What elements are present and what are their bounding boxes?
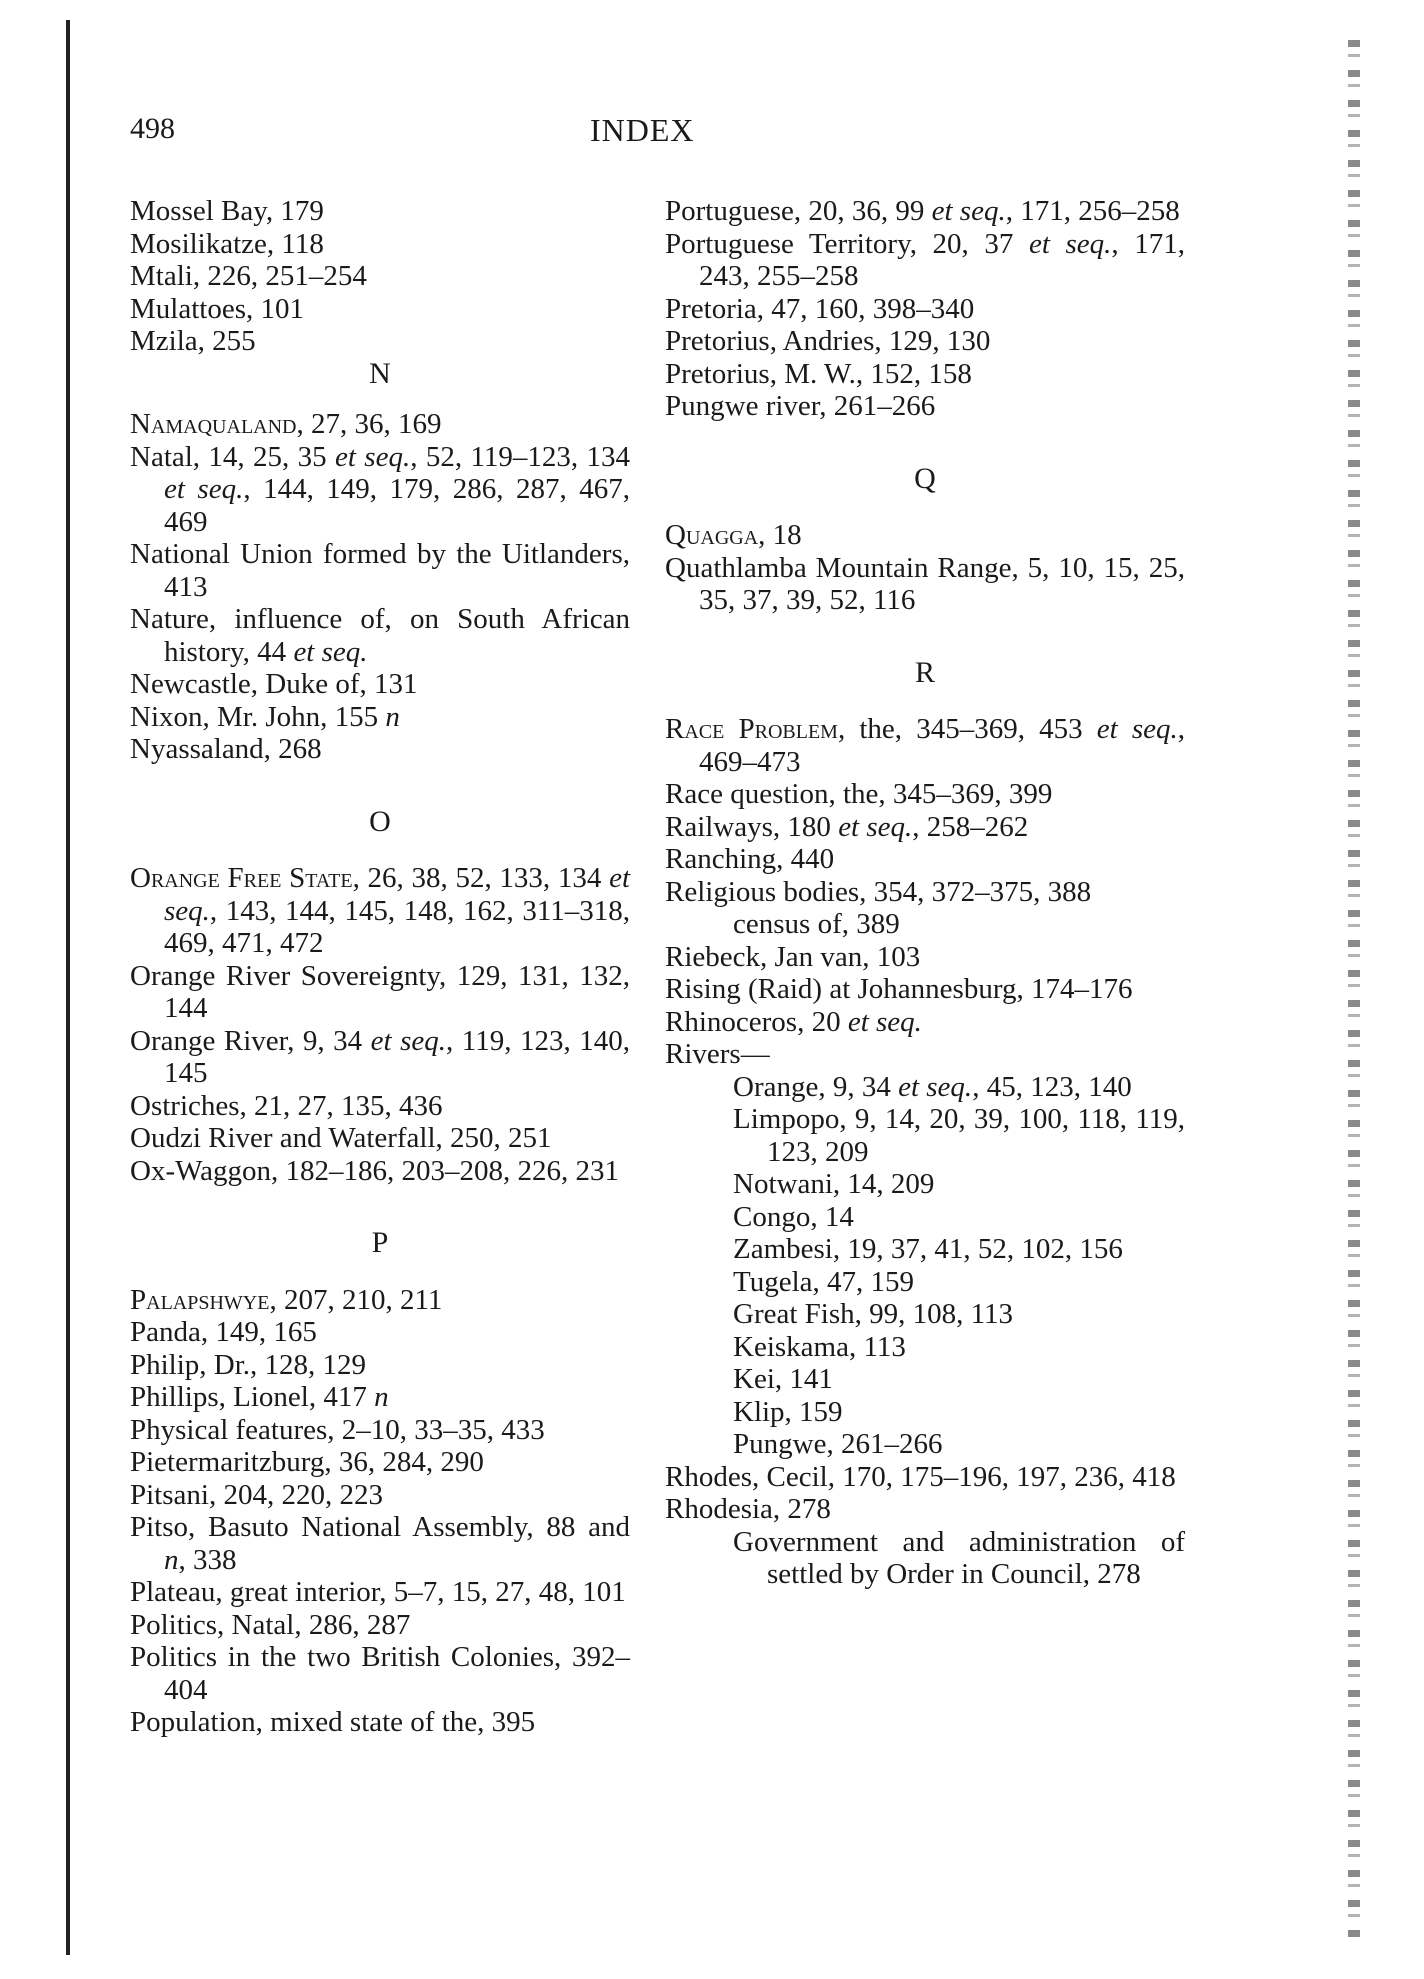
index-entry-religious-bodies: Religious bodies, 354, 372–375, 388 [665,875,1092,908]
index-entry-portuguese-territory: Portuguese Territory, 20, 37 et seq., 171, 243, 255–258 [665,227,1185,292]
index-subentry-tugela: Tugela, 47, 159 [733,1265,914,1298]
index-subentry-klip: Klip, 159 [733,1395,843,1428]
index-entry-politics-colonies: Politics in the two British Colonies, 392–404 [130,1641,630,1706]
index-entry-national-union: National Union formed by the Uitlanders, 413 [130,538,630,603]
index-entry-ranching: Ranching, 440 [665,843,835,875]
section-letter-q: Q [914,461,936,495]
index-subentry-kei: Kei, 141 [733,1363,833,1395]
index-subentry-government: Government and administration of settled by Order in Council, 278 [733,1525,1185,1590]
index-entry-mulattoes: Mulattoes, 101 [130,292,304,325]
page-number: 498 [130,112,175,145]
index-entry-nixon: Nixon, Mr. John, 155 n [130,700,400,733]
index-entry-mzila: Mzila, 255 [130,325,256,357]
index-entry-namaqualand: Namaqualand, 27, 36, 169 [130,408,442,440]
index-entry-pretoria: Pretoria, 47, 160, 398–340 [665,292,975,325]
page-header [130,112,1180,160]
index-entry-quagga: Quagga, 18 [665,519,802,551]
scan-edge-right [1348,40,1360,1940]
index-entry-pitso: Pitso, Basuto National Assembly, 88 and n, 338 [130,1511,630,1576]
index-entry-panda: Panda, 149, 165 [130,1316,317,1348]
index-entry-philip: Philip, Dr., 128, 129 [130,1348,367,1381]
index-entry-pietermaritzburg: Pietermaritzburg, 36, 284, 290 [130,1446,484,1478]
index-entry-pitsani: Pitsani, 204, 220, 223 [130,1478,383,1511]
section-letter-p: P [371,1226,389,1259]
index-subentry-keiskama: Keiskama, 113 [733,1330,906,1363]
index-entry-riebeck: Riebeck, Jan van, 103 [665,940,921,973]
index-column-left [130,195,630,1739]
index-entry-population: Population, mixed state of the, 395 [130,1706,536,1738]
index-entry-mtali: Mtali, 226, 251–254 [130,260,367,292]
index-entry-race-question: Race question, the, 345–369, 399 [665,778,1053,810]
section-letter-r: R [914,655,935,689]
index-subentry-limpopo: Limpopo, 9, 14, 20, 39, 100, 118, 119, 123, 209 [733,1103,1185,1168]
index-entry-oudzi: Oudzi River and Waterfall, 250, 251 [130,1122,552,1154]
index-entry-nature: Nature, influence of, on South African history, 44 et seq. [130,603,630,668]
index-entry-ox-waggon: Ox-Waggon, 182–186, 203–208, 226, 231 [130,1154,620,1187]
index-entry-nyassaland: Nyassaland, 268 [130,733,322,765]
index-entry-orange-free-state: Orange Free State, 26, 38, 52, 133, 134 et seq., 143, 144, 145, 148, 162, 311–318, 469, 471, 472 [130,862,631,959]
index-subentry-congo: Congo, 14 [733,1200,854,1233]
section-letter-o: O [369,804,391,838]
index-entry-mosilikatze: Mosilikatze, 118 [130,227,324,260]
index-entry-rising: Rising (Raid) at Johannesburg, 174–176 [665,973,1133,1005]
index-subentry-notwani: Notwani, 14, 209 [733,1168,935,1200]
index-subentry-census: census of, 389 [733,908,900,940]
running-head: INDEX [590,112,695,148]
index-entry-natal: Natal, 14, 25, 35 et seq., 52, 119–123, 134 et seq., 144, 149, 179, 286, 287, 467, 469 [130,440,630,538]
index-subentry-pungwe: Pungwe, 261–266 [733,1428,943,1460]
index-entry-railways: Railways, 180 et seq., 258–262 [665,810,1029,843]
index-entry-race-problem: Race Problem, the, 345–369, 453 et seq., 469–473 [665,713,1186,778]
index-entry-ostriches: Ostriches, 21, 27, 135, 436 [130,1089,443,1122]
index-entry-quathlamba: Quathlamba Mountain Range, 5, 10, 15, 25, 35, 37, 39, 52, 116 [665,551,1185,616]
index-entry-mossel-bay: Mossel Bay, 179 [130,195,324,227]
index-entry-politics-natal: Politics, Natal, 286, 287 [130,1608,411,1641]
index-entry-portuguese: Portuguese, 20, 36, 99 et seq., 171, 256–258 [665,195,1180,227]
scan-edge-left [66,20,70,1955]
index-subentry-zambesi: Zambesi, 19, 37, 41, 52, 102, 156 [733,1233,1123,1265]
index-entry-rhodes: Rhodes, Cecil, 170, 175–196, 197, 236, 418 [665,1460,1176,1493]
index-entry-rhodesia: Rhodesia, 278 [665,1493,831,1525]
index-entry-physical-features: Physical features, 2–10, 33–35, 433 [130,1413,545,1446]
index-entry-rhinoceros: Rhinoceros, 20 et seq. [665,1005,922,1038]
index-entry-newcastle: Newcastle, Duke of, 131 [130,668,418,700]
index-subentry-orange: Orange, 9, 34 et seq., 45, 123, 140 [733,1070,1132,1103]
section-letter-n: N [369,356,391,390]
index-entry-orange-river-sovereignty: Orange River Sovereignty, 129, 131, 132, 144 [130,959,630,1024]
index-entry-pungwe-river: Pungwe river, 261–266 [665,390,936,422]
index-subentry-great-fish: Great Fish, 99, 108, 113 [733,1298,1014,1330]
index-entry-pretorius-mw: Pretorius, M. W., 152, 158 [665,357,972,390]
index-entry-pretorius-andries: Pretorius, Andries, 129, 130 [665,325,991,357]
index-entry-palapshwye: Palapshwye, 207, 210, 211 [130,1283,443,1316]
index-entry-rivers: Rivers— [665,1038,770,1070]
index-entry-orange-river: Orange River, 9, 34 et seq., 119, 123, 140, 145 [130,1024,630,1089]
index-column-right [665,195,1185,1591]
index-entry-plateau: Plateau, great interior, 5–7, 15, 27, 48, 101 [130,1576,626,1608]
index-entry-phillips: Phillips, Lionel, 417 n [130,1381,389,1413]
